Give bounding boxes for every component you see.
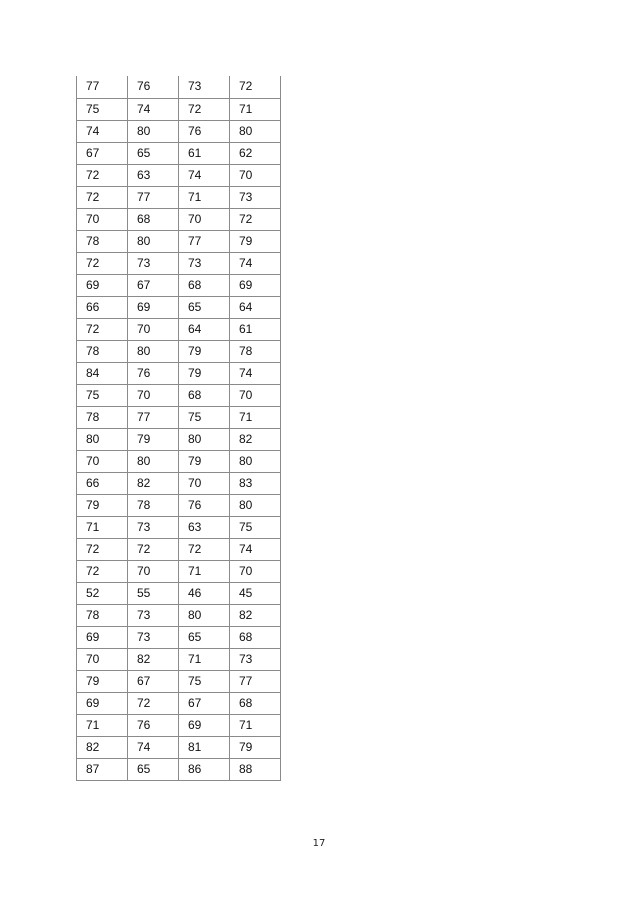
table-cell: 74	[128, 736, 179, 758]
table-cell: 69	[179, 714, 230, 736]
table-cell: 64	[230, 296, 281, 318]
table-cell: 72	[230, 208, 281, 230]
table-cell: 65	[128, 142, 179, 164]
table-row	[77, 494, 281, 516]
table-cell: 67	[128, 274, 179, 296]
table-cell: 64	[179, 318, 230, 340]
table-cell: 72	[77, 164, 128, 186]
table-row	[77, 714, 281, 736]
table-cell: 82	[230, 428, 281, 450]
table-row	[77, 472, 281, 494]
table-cell: 80	[128, 230, 179, 252]
table-cell: 68	[230, 692, 281, 714]
table-cell: 69	[77, 626, 128, 648]
table-cell: 82	[77, 736, 128, 758]
table-cell: 82	[128, 472, 179, 494]
table-cell: 70	[77, 648, 128, 670]
table-cell: 78	[77, 230, 128, 252]
table-cell: 79	[179, 362, 230, 384]
table-cell: 78	[77, 604, 128, 626]
table-cell: 46	[179, 582, 230, 604]
table-row	[77, 406, 281, 428]
table-row	[77, 142, 281, 164]
table-row	[77, 384, 281, 406]
table-cell: 78	[77, 406, 128, 428]
table-cell: 72	[128, 692, 179, 714]
table-cell: 65	[179, 296, 230, 318]
table-row	[77, 604, 281, 626]
table-cell: 63	[179, 516, 230, 538]
table-row	[77, 648, 281, 670]
table-row	[77, 736, 281, 758]
table-cell: 68	[128, 208, 179, 230]
table-cell: 77	[128, 406, 179, 428]
table-cell: 79	[77, 494, 128, 516]
table-cell: 70	[128, 318, 179, 340]
table-cell: 70	[230, 560, 281, 582]
table-cell: 61	[230, 318, 281, 340]
table-cell: 80	[230, 120, 281, 142]
table-row	[77, 626, 281, 648]
table-cell: 45	[230, 582, 281, 604]
table-cell: 69	[230, 274, 281, 296]
table-cell: 79	[128, 428, 179, 450]
table-cell: 70	[230, 164, 281, 186]
table-cell: 67	[128, 670, 179, 692]
table-row	[77, 98, 281, 120]
table-row	[77, 560, 281, 582]
table-cell: 76	[179, 120, 230, 142]
table-cell: 71	[230, 714, 281, 736]
table-cell: 80	[230, 494, 281, 516]
table-row	[77, 340, 281, 362]
table-cell: 71	[179, 560, 230, 582]
table-cell: 74	[230, 362, 281, 384]
table-cell: 70	[230, 384, 281, 406]
table-row	[77, 230, 281, 252]
table-row	[77, 670, 281, 692]
table-cell: 77	[77, 76, 128, 98]
table-cell: 82	[128, 648, 179, 670]
table-cell: 74	[179, 164, 230, 186]
table-row	[77, 538, 281, 560]
table-cell: 81	[179, 736, 230, 758]
table-cell: 77	[230, 670, 281, 692]
table-cell: 71	[179, 186, 230, 208]
table-cell: 55	[128, 582, 179, 604]
table-row	[77, 186, 281, 208]
table-cell: 75	[179, 406, 230, 428]
table-body	[77, 76, 281, 780]
table-cell: 76	[128, 714, 179, 736]
table-row	[77, 318, 281, 340]
table-cell: 77	[128, 186, 179, 208]
table-cell: 73	[179, 76, 230, 98]
table-row	[77, 120, 281, 142]
table-cell: 72	[179, 98, 230, 120]
table-cell: 80	[128, 450, 179, 472]
table-cell: 70	[128, 560, 179, 582]
table-cell: 72	[179, 538, 230, 560]
table-cell: 79	[179, 340, 230, 362]
table-cell: 66	[77, 472, 128, 494]
table-cell: 71	[77, 516, 128, 538]
table-cell: 80	[230, 450, 281, 472]
table-cell: 76	[179, 494, 230, 516]
table-cell: 69	[77, 692, 128, 714]
table-cell: 78	[230, 340, 281, 362]
table-row	[77, 274, 281, 296]
table-cell: 72	[77, 318, 128, 340]
table-cell: 80	[77, 428, 128, 450]
table-cell: 68	[230, 626, 281, 648]
table-cell: 63	[128, 164, 179, 186]
table-cell: 75	[77, 98, 128, 120]
table-cell: 65	[179, 626, 230, 648]
table-cell: 72	[128, 538, 179, 560]
table-row	[77, 516, 281, 538]
table-cell: 70	[179, 208, 230, 230]
table-cell: 79	[77, 670, 128, 692]
table-cell: 69	[77, 274, 128, 296]
table-cell: 84	[77, 362, 128, 384]
table-cell: 68	[179, 274, 230, 296]
table-row	[77, 362, 281, 384]
table-row	[77, 450, 281, 472]
table-cell: 77	[179, 230, 230, 252]
table-cell: 80	[179, 604, 230, 626]
table-cell: 73	[128, 516, 179, 538]
table-cell: 70	[179, 472, 230, 494]
table-cell: 61	[179, 142, 230, 164]
table-cell: 73	[230, 186, 281, 208]
table-cell: 74	[77, 120, 128, 142]
table-row	[77, 252, 281, 274]
table-cell: 73	[230, 648, 281, 670]
table-cell: 52	[77, 582, 128, 604]
table-cell: 73	[128, 626, 179, 648]
table-cell: 72	[77, 252, 128, 274]
table-cell: 78	[77, 340, 128, 362]
table-cell: 79	[179, 450, 230, 472]
table-cell: 75	[179, 670, 230, 692]
table-row	[77, 692, 281, 714]
table-cell: 76	[128, 362, 179, 384]
table-cell: 73	[179, 252, 230, 274]
table-row	[77, 76, 281, 98]
table-cell: 74	[230, 252, 281, 274]
table-cell: 71	[230, 98, 281, 120]
table-cell: 80	[128, 340, 179, 362]
table-cell: 70	[128, 384, 179, 406]
table-cell: 74	[230, 538, 281, 560]
table-cell: 79	[230, 230, 281, 252]
table-cell: 79	[230, 736, 281, 758]
table-cell: 73	[128, 604, 179, 626]
table-cell: 72	[77, 538, 128, 560]
table-row	[77, 758, 281, 780]
table-cell: 72	[77, 186, 128, 208]
table-cell: 82	[230, 604, 281, 626]
table-row	[77, 208, 281, 230]
table-cell: 62	[230, 142, 281, 164]
table-row	[77, 428, 281, 450]
table-cell: 83	[230, 472, 281, 494]
table-cell: 73	[128, 252, 179, 274]
table-cell: 80	[179, 428, 230, 450]
table-cell: 72	[230, 76, 281, 98]
table-cell: 75	[230, 516, 281, 538]
table-cell: 80	[128, 120, 179, 142]
table-cell: 70	[77, 208, 128, 230]
table-row	[77, 582, 281, 604]
table-cell: 76	[128, 76, 179, 98]
table-cell: 78	[128, 494, 179, 516]
table-cell: 74	[128, 98, 179, 120]
table-row	[77, 164, 281, 186]
table-cell: 86	[179, 758, 230, 780]
table-cell: 72	[77, 560, 128, 582]
table-cell: 88	[230, 758, 281, 780]
table-cell: 71	[179, 648, 230, 670]
table-cell: 66	[77, 296, 128, 318]
table-cell: 71	[230, 406, 281, 428]
scores-table	[76, 76, 281, 781]
table-row	[77, 296, 281, 318]
table-cell: 71	[77, 714, 128, 736]
table-cell: 65	[128, 758, 179, 780]
table-cell: 68	[179, 384, 230, 406]
table-cell: 75	[77, 384, 128, 406]
table-cell: 67	[179, 692, 230, 714]
table-cell: 70	[77, 450, 128, 472]
table-cell: 67	[77, 142, 128, 164]
table-cell: 69	[128, 296, 179, 318]
page-number: 17	[312, 838, 326, 849]
table-cell: 87	[77, 758, 128, 780]
